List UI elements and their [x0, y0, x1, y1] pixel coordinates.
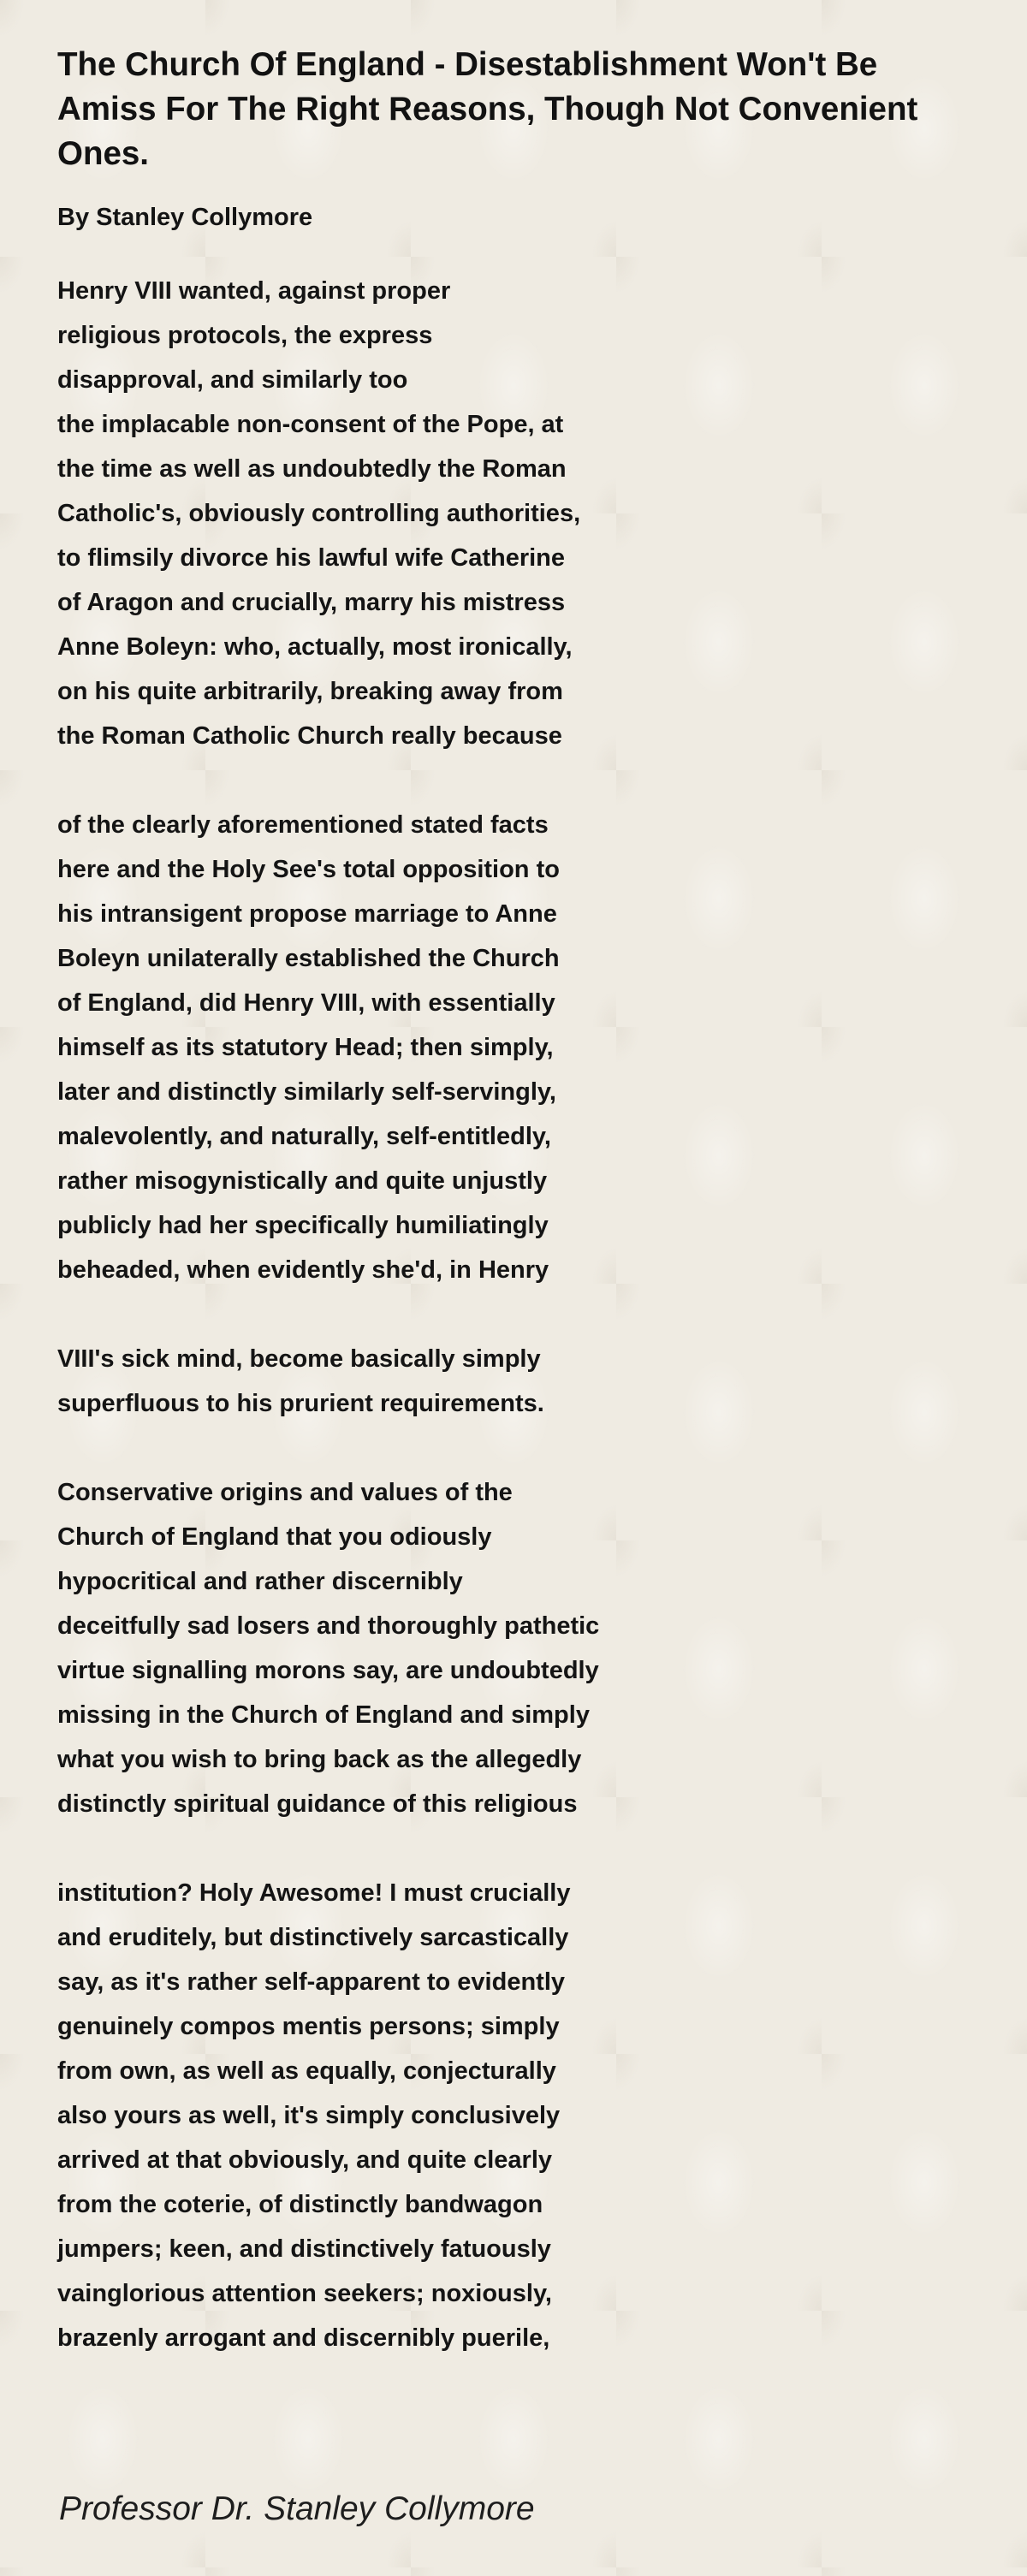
poem-line: disapproval, and similarly too — [57, 366, 408, 394]
poem-line: Boleyn unilaterally established the Church — [57, 945, 560, 972]
poem-line: the time as well as undoubtedly the Roman — [57, 455, 567, 483]
poem-line: genuinely compos mentis persons; simply — [57, 2013, 560, 2040]
poem-line: himself as its statutory Head; then simply, — [57, 1034, 554, 1061]
poem-line: institution? Holy Awesome! I must crucially — [57, 1879, 571, 1907]
poem-line: from the coterie, of distinctly bandwagon — [57, 2191, 543, 2218]
poem-title: The Church Of England - Disestablishment Won't Be Amiss For The Right Reasons, Though Not Convenient Ones. — [57, 46, 918, 172]
poem-line: to flimsily divorce his lawful wife Catherine — [57, 544, 566, 572]
poem-line: the implacable non-consent of the Pope, at — [57, 411, 564, 438]
stanza — [57, 269, 982, 758]
poem-body — [57, 269, 982, 2360]
poem-line: Catholic's, obviously controlling authorities, — [57, 500, 581, 527]
poem-line: missing in the Church of England and simply — [57, 1701, 590, 1729]
poem-line: and eruditely, but distinctively sarcastically — [57, 1924, 569, 1951]
poem-line: Anne Boleyn: who, actually, most ironically, — [57, 633, 573, 661]
poem-line: hypocritical and rather discernibly — [57, 1568, 463, 1595]
poem-line: publicly had her specifically humiliatingly — [57, 1212, 549, 1239]
poem-line: arrived at that obviously, and quite clearly — [57, 2146, 553, 2174]
poem-line: jumpers; keen, and distinctively fatuously — [57, 2235, 551, 2263]
poem-line: beheaded, when evidently she'd, in Henry — [57, 1256, 549, 1284]
stanza — [57, 1337, 982, 1426]
poem-line: brazenly arrogant and discernibly puerile, — [57, 2324, 550, 2352]
poem-line: what you wish to bring back as the allegedly — [57, 1746, 582, 1773]
stanza — [57, 803, 982, 1292]
poem-line: here and the Holy See's total opposition to — [57, 856, 560, 883]
stanza — [57, 1470, 982, 1826]
poem-line: VIII's sick mind, become basically simply — [57, 1345, 541, 1373]
poem-line: superfluous to his prurient requirements. — [57, 1390, 544, 1417]
poem-line: distinctly spiritual guidance of this religious — [57, 1790, 578, 1818]
poem-line: religious protocols, the express — [57, 322, 433, 349]
poem-line: of Aragon and crucially, marry his mistress — [57, 589, 566, 616]
poem-line: malevolently, and naturally, self-entitledly, — [57, 1123, 551, 1150]
poem-line: Conservative origins and values of the — [57, 1479, 513, 1506]
poem-line: later and distinctly similarly self-servingly, — [57, 1078, 556, 1106]
poem-line: rather misogynistically and quite unjustly — [57, 1167, 548, 1195]
poem-page — [57, 43, 982, 2360]
signature: Professor Dr. Stanley Collymore — [59, 2490, 535, 2527]
poem-line: Church of England that you odiously — [57, 1523, 492, 1551]
poem-line: of England, did Henry VIII, with essentially — [57, 989, 555, 1017]
poem-line: say, as it's rather self-apparent to evidently — [57, 1968, 566, 1996]
poem-line: the Roman Catholic Church really because — [57, 722, 562, 750]
poem-line: Henry VIII wanted, against proper — [57, 277, 451, 305]
poem-line: from own, as well as equally, conjecturally — [57, 2057, 556, 2085]
byline: By Stanley Collymore — [57, 204, 313, 231]
poem-line: virtue signalling morons say, are undoubtedly — [57, 1657, 599, 1684]
poem-line: deceitfully sad losers and thoroughly pathetic — [57, 1612, 600, 1640]
poem-line: his intransigent propose marriage to Anne — [57, 900, 557, 928]
poem-line: vainglorious attention seekers; noxiously, — [57, 2280, 552, 2307]
poem-line: also yours as well, it's simply conclusively — [57, 2102, 561, 2129]
poem-line: on his quite arbitrarily, breaking away from — [57, 678, 563, 705]
poem-line: of the clearly aforementioned stated facts — [57, 811, 549, 839]
stanza — [57, 1871, 982, 2360]
